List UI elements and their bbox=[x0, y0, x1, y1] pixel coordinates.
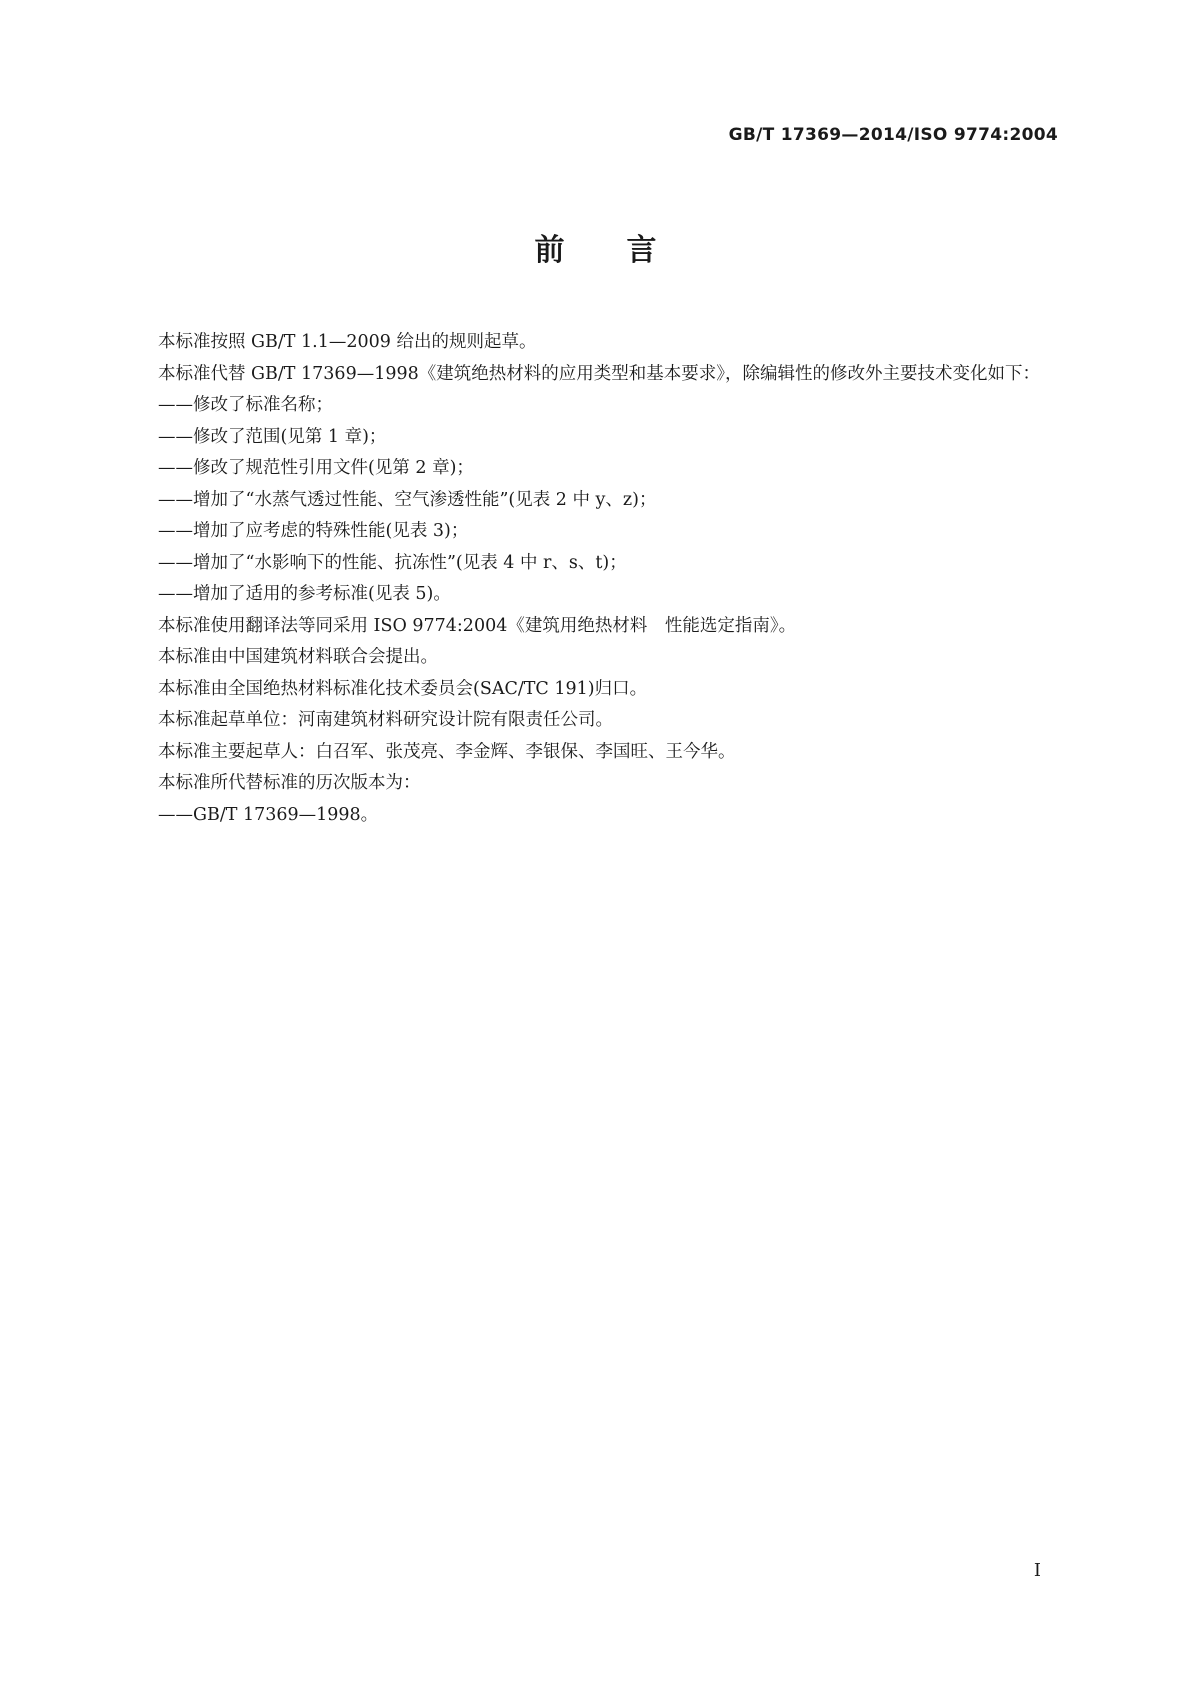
foreword-body bbox=[123, 327, 1059, 831]
change-item-water-frost: ——增加了“水影响下的性能、抗冻性”(见表 4 中 r、s、t)； bbox=[158, 552, 627, 573]
paragraph-proposed-by: 本标准由中国建筑材料联合会提出。 bbox=[158, 647, 438, 667]
change-item-scope: ——修改了范围(见第 1 章)； bbox=[158, 426, 387, 447]
change-item-special-properties: ——增加了应考虑的特殊性能(见表 3)； bbox=[158, 521, 469, 541]
previous-edition-item: ——GB/T 17369—1998。 bbox=[158, 804, 379, 825]
paragraph-replacement: 本标准代替 GB/T 17369—1998《建筑绝热材料的应用类型和基本要求》，除编辑性的修改外主要技术变化如下： bbox=[158, 363, 1040, 384]
paragraph-responsible-committee: 本标准由全国绝热材料标准化技术委员会(SAC/TC 191)归口。 bbox=[158, 678, 648, 699]
page-number: I bbox=[1033, 1560, 1041, 1581]
paragraph-drafting-rules: 本标准按照 GB/T 1.1—2009 给出的规则起草。 bbox=[158, 332, 537, 352]
change-item-vapour-air: ——增加了“水蒸气透过性能、空气渗透性能”(见表 2 中 y、z)； bbox=[158, 489, 657, 510]
paragraph-iso-adoption: 本标准使用翻译法等同采用 ISO 9774:2004《建筑用绝热材料 性能选定指南》。 bbox=[158, 615, 797, 636]
paragraph-previous-editions: 本标准所代替标准的历次版本为： bbox=[158, 773, 421, 793]
paragraph-drafting-organization: 本标准起草单位：河南建筑材料研究设计院有限责任公司。 bbox=[158, 710, 613, 730]
standard-code-header: GB/T 17369—2014/ISO 9774:2004 bbox=[728, 125, 1058, 145]
page-title: 前言 bbox=[534, 233, 719, 268]
change-item-references: ——修改了规范性引用文件(见第 2 章)； bbox=[158, 458, 474, 478]
paragraph-drafters: 本标准主要起草人：白召军、张茂亮、李金辉、李银保、李国旺、王今华。 bbox=[158, 741, 736, 762]
change-item-name: ——修改了标准名称； bbox=[158, 395, 333, 415]
change-item-reference-standards: ——增加了适用的参考标准(见表 5)。 bbox=[158, 584, 451, 604]
